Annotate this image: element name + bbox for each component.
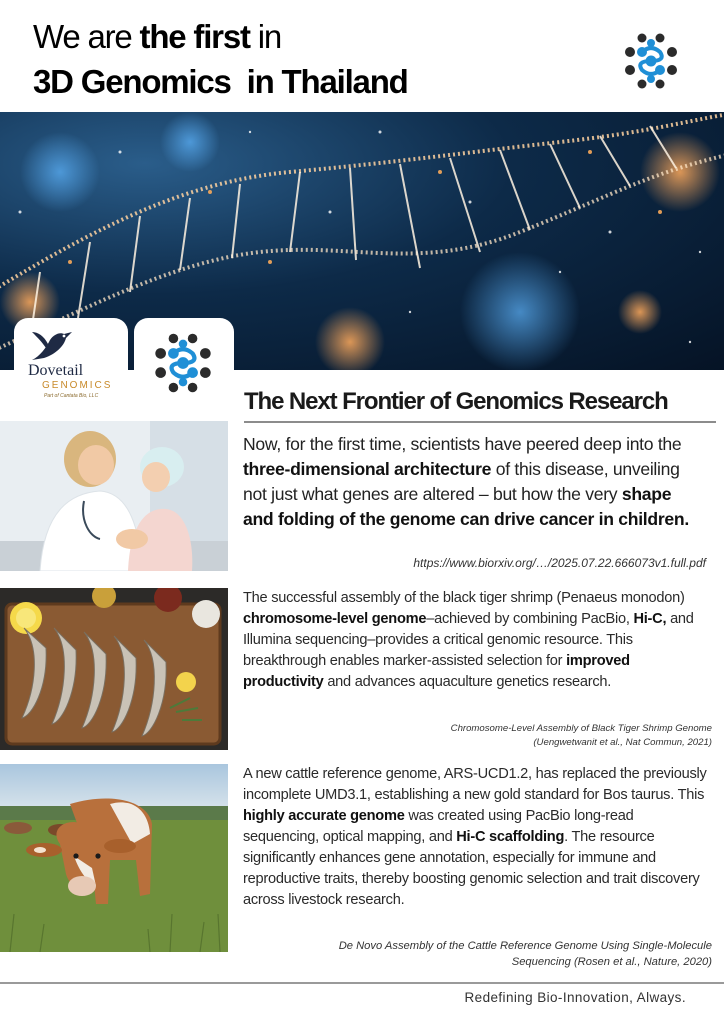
cattle-photo (0, 764, 228, 952)
dove-bird-icon (28, 326, 76, 366)
dovetail-name: Dovetail (28, 362, 84, 379)
shrimp-bold-2: Hi-C, (633, 611, 667, 627)
lead-bold-1: three-dimensional architecture (243, 459, 492, 479)
footer-divider (0, 982, 724, 984)
shrimp-citation-ref: (Uengwetwanit et al., Nat Commun, 2021) (533, 737, 712, 748)
partner-dots-logo (134, 318, 234, 402)
headline (33, 14, 408, 104)
shrimp-citation (451, 722, 712, 750)
shrimp-text-3: and Illumina sequencing–provides a critical genomic resource. This breakthrough enables marker-assisted selection for (243, 611, 694, 669)
cattle-citation-title: De Novo Assembly of the Cattle Reference Genome Using Single-Molecule (338, 940, 712, 952)
cattle-citation (339, 938, 712, 970)
company-logo-icon (620, 30, 682, 92)
shrimp-text-1: The successful assembly of the black tiger shrimp (Penaeus monodon) (243, 590, 685, 606)
headline-emphasis: the first (139, 18, 250, 55)
cattle-text-1: A new cattle reference genome, ARS-UCD1.2, has replaced the previously incomplete UMD3.1, establishing a new gold standard for Bos taurus. This (243, 766, 707, 803)
dovetail-parent: Part of Cantata Bio, LLC (44, 393, 99, 399)
cattle-bold-2: Hi-C scaffolding (456, 829, 565, 845)
cattle-text-3: . The resource significantly enhances gene annotation, especially for immune and reproductive traits, thereby boosting genomic selection and trait discovery across livestock research. (243, 829, 700, 908)
headline-line2: 3D Genomics in Thailand (33, 63, 408, 100)
shrimp-text-4: and advances aquaculture genetics research. (323, 674, 612, 690)
company-logo-icon (150, 330, 216, 396)
headline-prefix: We are (33, 18, 140, 55)
cattle-citation-ref: Sequencing (Rosen et al., Nature, 2020) (511, 956, 712, 968)
shrimp-bold-1: chromosome-level genome (243, 611, 427, 627)
lead-text-2: of this disease, unveiling not just what genes are altered – but how the very (243, 459, 680, 504)
cattle-text-2: was created using PacBio long-read sequencing, optical mapping, and (243, 808, 634, 845)
shrimp-text-2: –achieved by combining PacBio, (426, 611, 634, 627)
lead-text-1: Now, for the first time, scientists have peered deep into the (243, 434, 682, 454)
dovetail-genomics: GENOMICS (42, 380, 113, 391)
shrimp-photo (0, 588, 228, 750)
cattle-bold-1: highly accurate genome (243, 808, 405, 824)
shrimp-paragraph (243, 588, 709, 693)
doctor-child-photo (0, 421, 228, 571)
lead-paragraph (243, 432, 703, 532)
lead-bold-2: shape and folding of the genome can drive cancer in children. (243, 484, 689, 529)
title-divider (244, 421, 716, 423)
shrimp-bold-3: improved productivity (243, 653, 630, 690)
cattle-paragraph (243, 764, 709, 911)
shrimp-citation-title: Chromosome-Level Assembly of Black Tiger Shrimp Genome (450, 723, 712, 734)
headline-suffix: in (249, 18, 282, 55)
source-url-link[interactable]: https://www.biorxiv.org/…/2025.07.22.666073v1.full.pdf (413, 556, 706, 570)
header (0, 0, 724, 112)
footer-tagline: Redefining Bio-Innovation, Always. (464, 990, 686, 1005)
dovetail-logo (14, 318, 128, 402)
section-title: The Next Frontier of Genomics Research (244, 388, 668, 415)
